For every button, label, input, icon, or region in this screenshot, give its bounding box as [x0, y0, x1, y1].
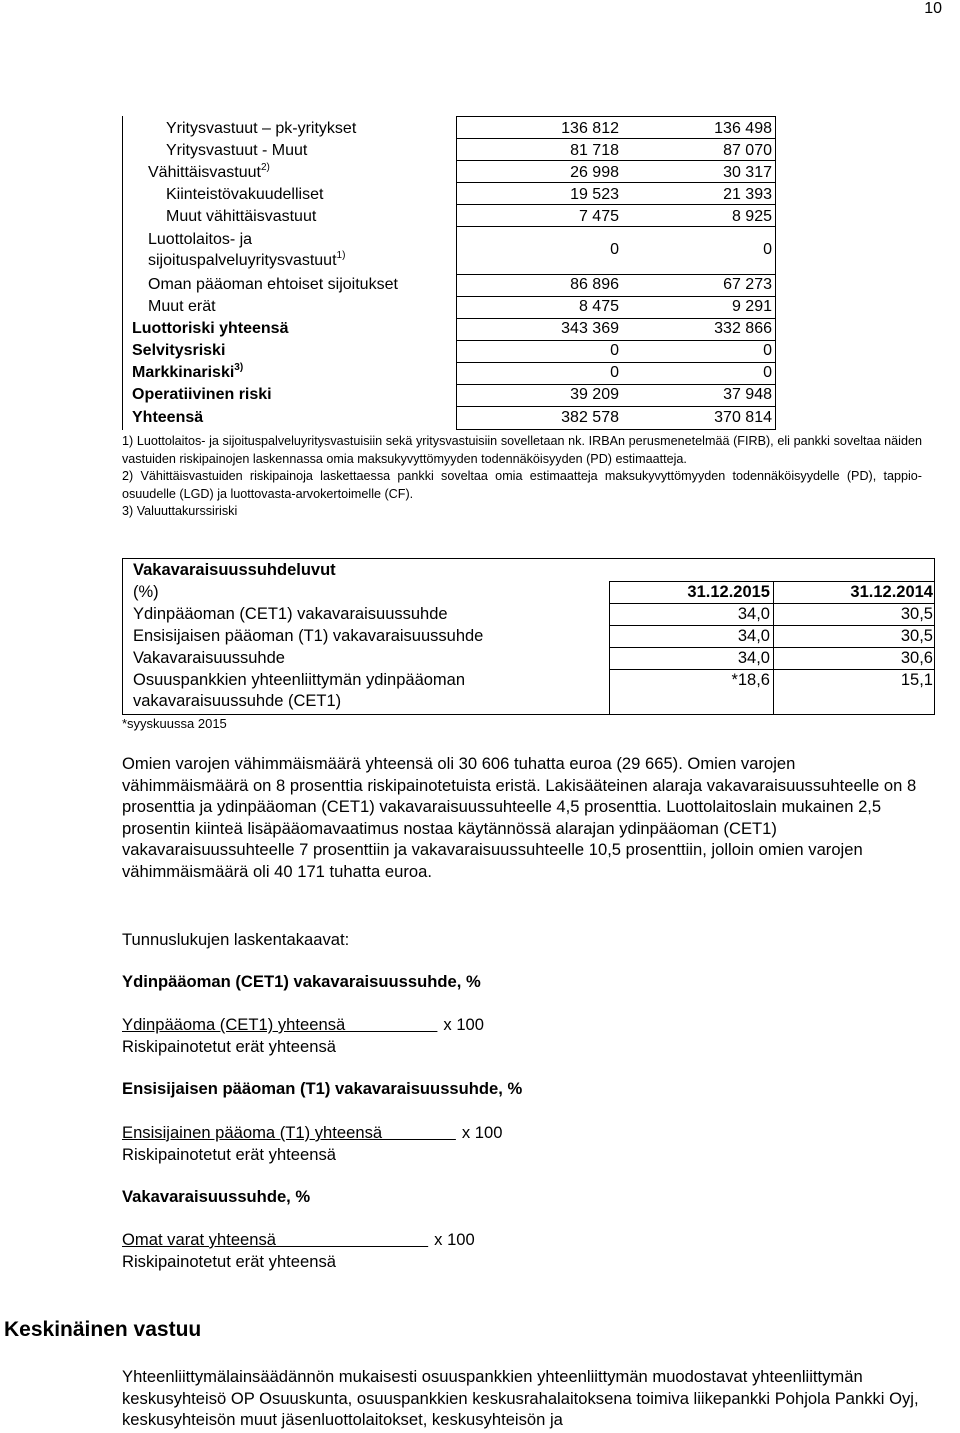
formula — [122, 1122, 502, 1165]
footnote-2: 2) Vähittäisvastuiden riskipainoja laskettaessa pankki soveltaa omia estimaatteja maksukyvyttömyyden todennäköisyydelle (PD), tappio-osuudelle (LGD) ja luottovasta-arvokertoimelle (CF). — [122, 469, 922, 501]
ratio-table-note: *syyskuussa 2015 — [122, 716, 227, 731]
ratio-table-title: Vakavaraisuussuhdeluvut — [133, 561, 336, 579]
formula-title: Vakavaraisuussuhde, % — [122, 1187, 311, 1206]
capital-ratio-table: Vakavaraisuussuhdeluvut (%) 31.12.2015 31.12.2014 Ydinpääoman (CET1) vakavaraisuussuhde 34,0 30,5 Ensisijaisen pääoman (T1) vakavaraisuussuhde 34,0 30,5 Vakavaraisuussuhde 34,0 30,6 Osuuspankkien yhteenliittymän ydinpääoman vakavaraisuussuhde (CET1) *18,6 15,1 — [122, 558, 935, 715]
capital-table: Yritysvastuut – pk-yritykset 136 812 136 498 Yritysvastuut - Muut 81 718 87 070 Vähittäisvastuut$^{2)}$ 26 998 30 317 Kiinteistövakuudelliset 19 523 21 393 Muut vähittäisvastuut 7 475 8 925 Luottolaitos- ja sijoituspalveluyritysvastuut$^{1)}$ 0 0 Oman pääoman ehtoiset sijoitukset 86 896 67 273 Muut erät 8 475 9 291 Luottoriski yhteensä 343 369 332 866 Selvitysriski 0 0 Markkinariski$^{3)}$ 0 0 Operatiivinen riski 39 209 37 948 Yhteensä 382 578 370 814 — [122, 116, 776, 430]
formula — [122, 1229, 475, 1272]
section-title: Keskinäinen vastuu — [4, 1318, 202, 1341]
formula-denominator: Riskipainotetut erät yhteensä — [122, 1036, 337, 1056]
formula-denominator: Riskipainotetut erät yhteensä — [122, 1144, 337, 1164]
formula-numerator: Ydinpääoma (CET1) yhteensä — [122, 1015, 438, 1034]
page-number: 10 — [924, 0, 942, 17]
formula-denominator: Riskipainotetut erät yhteensä — [122, 1251, 337, 1271]
table-row: Osuuspankkien yhteenliittymän ydinpääoman vakavaraisuussuhde (CET1) *18,6 15,1 — [133, 671, 933, 710]
formula-numerator: Ensisijainen pääoma (T1) yhteensä — [122, 1123, 456, 1142]
formula-multiplier: x 100 — [443, 1015, 485, 1034]
own-funds-paragraph: Omien varojen vähimmäismäärä yhteensä oli 30 606 tuhatta euroa (29 665). Omien varojen vähimmäismäärä on 8 prosenttia riskipainotetuista eristä. Lakisääteinen alaraja vakavaraisuussuhteelle on 8 prosenttia ja ydinpääoman (CET1) vakavaraisuussuhteelle 4,5 prosenttia. Luottolaitoslain mukainen 2,5 prosentin kiinteä lisäpääomavaatimus nostaa käytännössä alarajan ydinpääoman (CET1) vakavaraisuussuhteelle 7 prosenttiin ja vakavaraisuussuhteelle 10,5 prosenttiin, jolloin omien varojen vähimmäismäärä oli 40 171 tuhatta euroa. — [122, 754, 917, 881]
formula-multiplier: x 100 — [461, 1123, 503, 1142]
footnote-1: 1) Luottolaitos- ja sijoituspalveluyritysvastuisiin sekä yritysvastuisiin sovelletaan nk. IRBAn perusmenetelmää (FIRB), eli pankki soveltaa näiden vastuiden riskipainojen laskennassa omia maksukyvyttömyyden todennäköisyyden (PD) estimaatteja. — [122, 434, 922, 466]
formula — [122, 1014, 484, 1057]
table-row: Luottolaitos- ja sijoituspalveluyritysvastuut$^{1)}$ 0 0 — [148, 231, 772, 269]
formula-title: Ydinpääoman (CET1) vakavaraisuussuhde, % — [122, 972, 481, 991]
formula-multiplier: x 100 — [434, 1230, 475, 1249]
formula-title: Ensisijaisen pääoman (T1) vakavaraisuussuhde, % — [122, 1079, 523, 1098]
footnotes — [122, 433, 922, 521]
table-left-border — [122, 116, 123, 430]
formula-numerator: Omat varat yhteensä — [122, 1230, 429, 1249]
section-paragraph: Yhteenliittymälainsäädännön mukaisesti osuuspankkien yhteenliittymän muodostavat yhteenliittymän keskusyhteisö OP Osuuskunta, osuuspankkien keskusrahalaitoksena toimiva liikepankki Pohjola Pankki Oyj, keskusyhteisön muut jäsenluottolaitokset, keskusyhteisön ja — [122, 1367, 919, 1430]
footnote-3: 3) Valuuttakurssiriski — [122, 504, 238, 518]
formulas-intro: Tunnuslukujen laskentakaavat: — [122, 930, 350, 949]
